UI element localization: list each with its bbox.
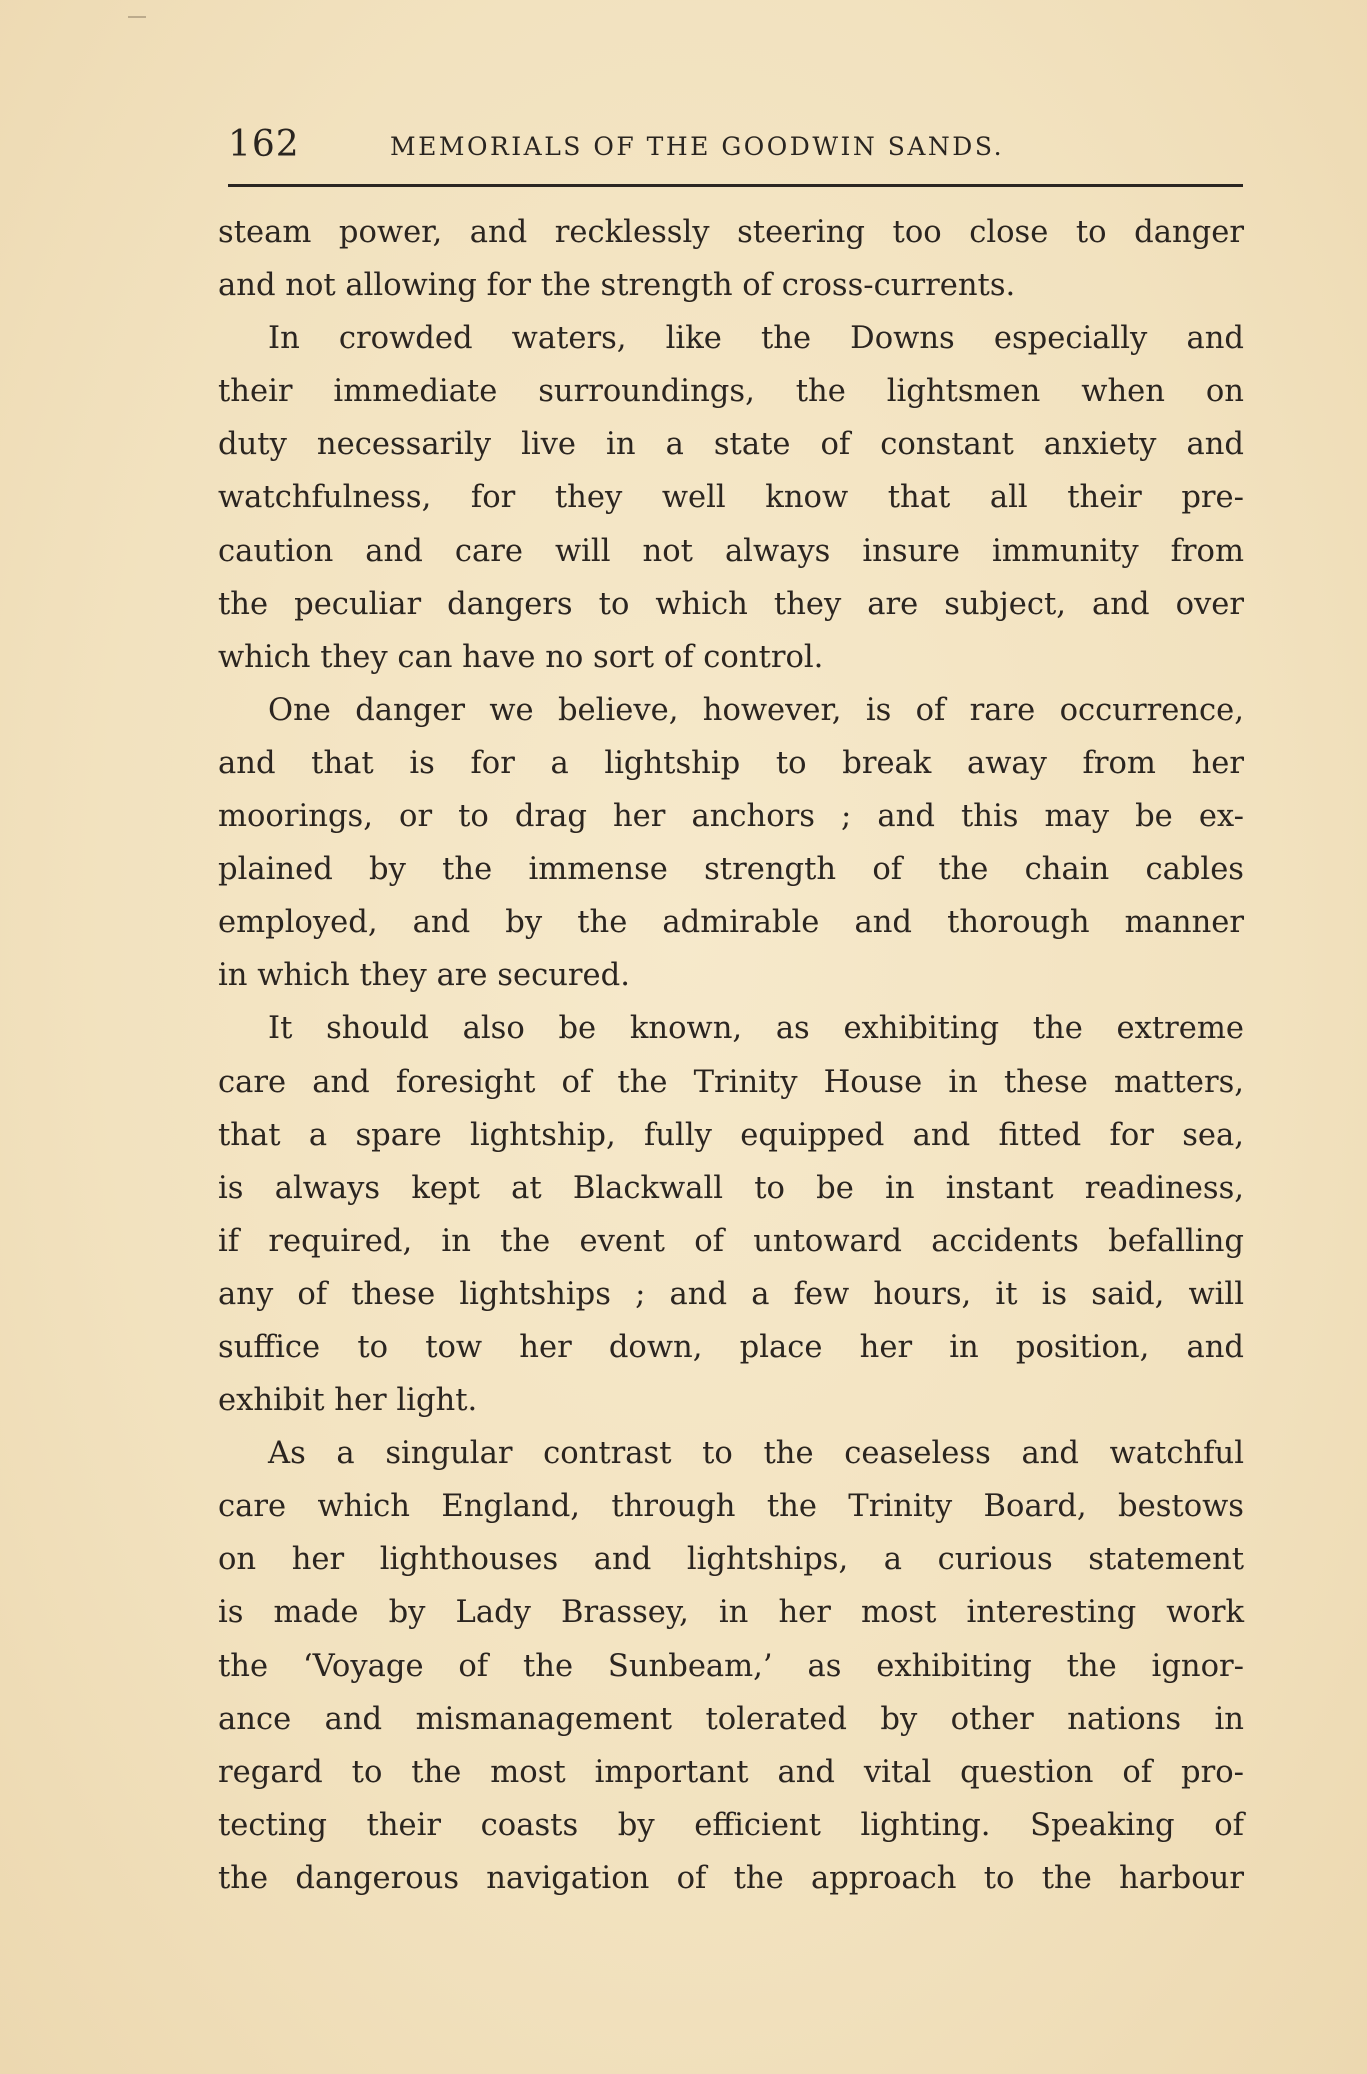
text-line: is made by Lady Brassey, in her most interesting work xyxy=(218,1595,1244,1631)
text-line: One danger we believe, however, is of rare occurrence, xyxy=(268,692,1244,728)
running-title: MEMORIALS OF THE GOODWIN SANDS. xyxy=(390,132,1005,161)
text-line: care and foresight of the Trinity House in these matters, xyxy=(218,1064,1244,1100)
text-line: suffice to tow her down, place her in position, and xyxy=(218,1329,1244,1365)
text-line: It should also be known, as exhibiting the extreme xyxy=(268,1011,1244,1047)
text-line: on her lighthouses and lightships, a curious statement xyxy=(218,1542,1244,1578)
text-line: moorings, or to drag her anchors ; and this may be ex- xyxy=(218,799,1244,835)
text-line: In crowded waters, like the Downs especially and xyxy=(268,321,1244,357)
text-line: regard to the most important and vital question of pro- xyxy=(218,1754,1244,1790)
text-line: duty necessarily live in a state of constant anxiety and xyxy=(218,427,1244,463)
text-line: if required, in the event of untoward accidents befalling xyxy=(218,1223,1244,1259)
text-line: any of these lightships ; and a few hours, it is said, will xyxy=(218,1276,1244,1312)
text-line: care which England, through the Trinity Board, bestows xyxy=(218,1489,1244,1525)
text-line: is always kept at Blackwall to be in instant readiness, xyxy=(218,1170,1244,1206)
text-line: in which they are secured. xyxy=(218,958,630,994)
page-number: 162 xyxy=(228,124,300,165)
text-line: watchfulness, for they well know that all their pre- xyxy=(218,480,1244,516)
text-line: steam power, and recklessly steering too close to danger xyxy=(218,215,1244,250)
text-line: and that is for a lightship to break away from her xyxy=(218,745,1244,781)
text-line: the dangerous navigation of the approach to the harbour xyxy=(218,1860,1244,1896)
text-line: which they can have no sort of control. xyxy=(218,639,824,675)
text-line: tecting their coasts by efficient lighting. Speaking of xyxy=(218,1807,1244,1843)
text-line: ance and mismanagement tolerated by other nations in xyxy=(218,1701,1244,1737)
text-line: and not allowing for the strength of cross-currents. xyxy=(218,268,1016,304)
text-line: their immediate surroundings, the lightsmen when on xyxy=(218,374,1244,410)
text-line: caution and care will not always insure immunity from xyxy=(218,533,1244,569)
text-line: exhibit her light. xyxy=(218,1383,478,1419)
text-line: As a singular contrast to the ceaseless and watchful xyxy=(268,1436,1244,1472)
page-header xyxy=(228,124,1243,174)
text-line: the ‘Voyage of the Sunbeam,’ as exhibiting the ignor- xyxy=(218,1648,1244,1684)
text-line: the peculiar dangers to which they are subject, and over xyxy=(218,586,1244,622)
header-rule xyxy=(228,184,1243,187)
text-line: plained by the immense strength of the chain cables xyxy=(218,852,1244,888)
text-line: that a spare lightship, fully equipped and fitted for sea, xyxy=(218,1117,1244,1153)
scan-edge-mark xyxy=(128,16,146,18)
text-line: employed, and by the admirable and thorough manner xyxy=(218,905,1244,941)
body-text xyxy=(218,206,1244,1905)
